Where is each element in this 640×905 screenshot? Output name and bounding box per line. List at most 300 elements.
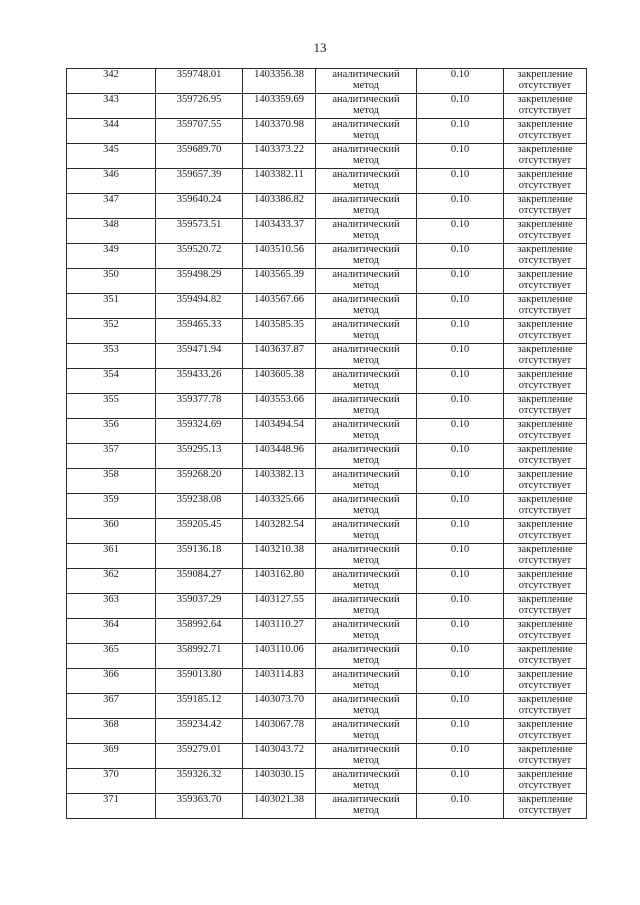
coordinates-table-body bbox=[67, 69, 587, 819]
fixing-line-1: закрепление bbox=[517, 544, 573, 555]
method-line-2: метод bbox=[352, 230, 380, 241]
error-cell: 0.10 bbox=[417, 719, 504, 744]
fixing-line-2: отсутствует bbox=[518, 530, 572, 541]
method-cell bbox=[316, 494, 417, 519]
method-line-2: метод bbox=[352, 180, 380, 191]
fixing-cell bbox=[504, 619, 587, 644]
x-coordinate-cell: 359640.24 bbox=[156, 194, 243, 219]
error-cell: 0.10 bbox=[417, 69, 504, 94]
error-cell: 0.10 bbox=[417, 494, 504, 519]
point-number-cell: 357 bbox=[67, 444, 156, 469]
fixing-line-1: закрепление bbox=[517, 294, 573, 305]
method-line-2: метод bbox=[352, 580, 380, 591]
table-row bbox=[67, 94, 587, 119]
point-number-cell: 366 bbox=[67, 669, 156, 694]
fixing-line-2: отсутствует bbox=[518, 480, 572, 491]
y-coordinate-cell: 1403210.38 bbox=[243, 544, 316, 569]
method-line-1: аналитический bbox=[332, 144, 400, 155]
method-line-1: аналитический bbox=[332, 494, 400, 505]
method-cell bbox=[316, 694, 417, 719]
fixing-line-1: закрепление bbox=[517, 519, 573, 530]
table-row bbox=[67, 569, 587, 594]
fixing-cell bbox=[504, 719, 587, 744]
method-line-2: метод bbox=[352, 405, 380, 416]
fixing-line-2: отсутствует bbox=[518, 180, 572, 191]
fixing-line-1: закрепление bbox=[517, 244, 573, 255]
method-cell bbox=[316, 244, 417, 269]
fixing-line-2: отсутствует bbox=[518, 580, 572, 591]
y-coordinate-cell: 1403565.39 bbox=[243, 269, 316, 294]
error-cell: 0.10 bbox=[417, 144, 504, 169]
error-cell: 0.10 bbox=[417, 344, 504, 369]
error-cell: 0.10 bbox=[417, 194, 504, 219]
fixing-cell bbox=[504, 169, 587, 194]
fixing-cell bbox=[504, 669, 587, 694]
fixing-cell bbox=[504, 219, 587, 244]
error-cell: 0.10 bbox=[417, 644, 504, 669]
method-line-1: аналитический bbox=[332, 744, 400, 755]
table-row bbox=[67, 694, 587, 719]
method-cell bbox=[316, 194, 417, 219]
fixing-cell bbox=[504, 394, 587, 419]
x-coordinate-cell: 359494.82 bbox=[156, 294, 243, 319]
method-line-2: метод bbox=[352, 705, 380, 716]
method-cell bbox=[316, 219, 417, 244]
point-number-cell: 369 bbox=[67, 744, 156, 769]
method-cell bbox=[316, 569, 417, 594]
y-coordinate-cell: 1403386.82 bbox=[243, 194, 316, 219]
y-coordinate-cell: 1403127.55 bbox=[243, 594, 316, 619]
table-row bbox=[67, 369, 587, 394]
error-cell: 0.10 bbox=[417, 544, 504, 569]
fixing-line-2: отсутствует bbox=[518, 680, 572, 691]
fixing-line-2: отсутствует bbox=[518, 355, 572, 366]
method-line-2: метод bbox=[352, 255, 380, 266]
fixing-cell bbox=[504, 644, 587, 669]
method-line-2: метод bbox=[352, 805, 380, 816]
error-cell: 0.10 bbox=[417, 694, 504, 719]
method-line-2: метод bbox=[352, 155, 380, 166]
x-coordinate-cell: 359279.01 bbox=[156, 744, 243, 769]
fixing-line-1: закрепление bbox=[517, 569, 573, 580]
method-line-1: аналитический bbox=[332, 544, 400, 555]
fixing-line-1: закрепление bbox=[517, 169, 573, 180]
fixing-line-1: закрепление bbox=[517, 119, 573, 130]
method-cell bbox=[316, 594, 417, 619]
fixing-line-1: закрепление bbox=[517, 69, 573, 80]
table-row bbox=[67, 719, 587, 744]
error-cell: 0.10 bbox=[417, 369, 504, 394]
x-coordinate-cell: 359471.94 bbox=[156, 344, 243, 369]
point-number-cell: 343 bbox=[67, 94, 156, 119]
method-cell bbox=[316, 69, 417, 94]
point-number-cell: 356 bbox=[67, 419, 156, 444]
method-line-1: аналитический bbox=[332, 719, 400, 730]
error-cell: 0.10 bbox=[417, 419, 504, 444]
fixing-line-1: закрепление bbox=[517, 269, 573, 280]
error-cell: 0.10 bbox=[417, 569, 504, 594]
x-coordinate-cell: 359084.27 bbox=[156, 569, 243, 594]
y-coordinate-cell: 1403162.80 bbox=[243, 569, 316, 594]
y-coordinate-cell: 1403553.66 bbox=[243, 394, 316, 419]
fixing-cell bbox=[504, 444, 587, 469]
method-line-2: метод bbox=[352, 755, 380, 766]
method-line-2: метод bbox=[352, 430, 380, 441]
table-row bbox=[67, 594, 587, 619]
y-coordinate-cell: 1403510.56 bbox=[243, 244, 316, 269]
error-cell: 0.10 bbox=[417, 244, 504, 269]
fixing-line-2: отсутствует bbox=[518, 330, 572, 341]
method-cell bbox=[316, 719, 417, 744]
fixing-line-1: закрепление bbox=[517, 419, 573, 430]
point-number-cell: 354 bbox=[67, 369, 156, 394]
table-row bbox=[67, 319, 587, 344]
point-number-cell: 364 bbox=[67, 619, 156, 644]
fixing-cell bbox=[504, 119, 587, 144]
method-line-1: аналитический bbox=[332, 569, 400, 580]
fixing-line-2: отсутствует bbox=[518, 405, 572, 416]
y-coordinate-cell: 1403114.83 bbox=[243, 669, 316, 694]
y-coordinate-cell: 1403433.37 bbox=[243, 219, 316, 244]
method-line-1: аналитический bbox=[332, 469, 400, 480]
fixing-line-2: отсутствует bbox=[518, 205, 572, 216]
point-number-cell: 365 bbox=[67, 644, 156, 669]
table-row bbox=[67, 619, 587, 644]
method-line-2: метод bbox=[352, 680, 380, 691]
y-coordinate-cell: 1403073.70 bbox=[243, 694, 316, 719]
fixing-cell bbox=[504, 594, 587, 619]
fixing-cell bbox=[504, 469, 587, 494]
error-cell: 0.10 bbox=[417, 794, 504, 819]
fixing-cell bbox=[504, 569, 587, 594]
fixing-line-1: закрепление bbox=[517, 769, 573, 780]
table-row bbox=[67, 169, 587, 194]
fixing-line-2: отсутствует bbox=[518, 155, 572, 166]
point-number-cell: 351 bbox=[67, 294, 156, 319]
fixing-line-2: отсутствует bbox=[518, 655, 572, 666]
method-cell bbox=[316, 294, 417, 319]
table-row bbox=[67, 519, 587, 544]
x-coordinate-cell: 358992.64 bbox=[156, 619, 243, 644]
method-line-1: аналитический bbox=[332, 94, 400, 105]
fixing-line-1: закрепление bbox=[517, 594, 573, 605]
fixing-line-2: отсутствует bbox=[518, 280, 572, 291]
table-row bbox=[67, 194, 587, 219]
point-number-cell: 347 bbox=[67, 194, 156, 219]
fixing-cell bbox=[504, 144, 587, 169]
method-line-1: аналитический bbox=[332, 769, 400, 780]
x-coordinate-cell: 358992.71 bbox=[156, 644, 243, 669]
method-cell bbox=[316, 544, 417, 569]
fixing-cell bbox=[504, 94, 587, 119]
x-coordinate-cell: 359657.39 bbox=[156, 169, 243, 194]
y-coordinate-cell: 1403110.27 bbox=[243, 619, 316, 644]
table-row bbox=[67, 744, 587, 769]
x-coordinate-cell: 359363.70 bbox=[156, 794, 243, 819]
method-line-1: аналитический bbox=[332, 219, 400, 230]
fixing-cell bbox=[504, 519, 587, 544]
method-cell bbox=[316, 519, 417, 544]
fixing-line-2: отсутствует bbox=[518, 230, 572, 241]
point-number-cell: 361 bbox=[67, 544, 156, 569]
point-number-cell: 371 bbox=[67, 794, 156, 819]
fixing-line-1: закрепление bbox=[517, 344, 573, 355]
fixing-line-2: отсутствует bbox=[518, 755, 572, 766]
table-row bbox=[67, 544, 587, 569]
fixing-line-1: закрепление bbox=[517, 219, 573, 230]
method-line-2: метод bbox=[352, 480, 380, 491]
y-coordinate-cell: 1403585.35 bbox=[243, 319, 316, 344]
fixing-line-2: отсутствует bbox=[518, 505, 572, 516]
error-cell: 0.10 bbox=[417, 669, 504, 694]
fixing-cell bbox=[504, 269, 587, 294]
x-coordinate-cell: 359234.42 bbox=[156, 719, 243, 744]
method-line-2: метод bbox=[352, 505, 380, 516]
fixing-cell bbox=[504, 369, 587, 394]
error-cell: 0.10 bbox=[417, 744, 504, 769]
method-line-1: аналитический bbox=[332, 419, 400, 430]
y-coordinate-cell: 1403043.72 bbox=[243, 744, 316, 769]
method-cell bbox=[316, 794, 417, 819]
table-row bbox=[67, 419, 587, 444]
fixing-line-2: отсутствует bbox=[518, 130, 572, 141]
fixing-cell bbox=[504, 194, 587, 219]
fixing-line-2: отсутствует bbox=[518, 80, 572, 91]
point-number-cell: 355 bbox=[67, 394, 156, 419]
error-cell: 0.10 bbox=[417, 219, 504, 244]
y-coordinate-cell: 1403359.69 bbox=[243, 94, 316, 119]
y-coordinate-cell: 1403356.38 bbox=[243, 69, 316, 94]
x-coordinate-cell: 359573.51 bbox=[156, 219, 243, 244]
method-line-1: аналитический bbox=[332, 644, 400, 655]
method-line-2: метод bbox=[352, 780, 380, 791]
y-coordinate-cell: 1403494.54 bbox=[243, 419, 316, 444]
method-line-1: аналитический bbox=[332, 594, 400, 605]
fixing-line-1: закрепление bbox=[517, 669, 573, 680]
y-coordinate-cell: 1403382.13 bbox=[243, 469, 316, 494]
method-cell bbox=[316, 344, 417, 369]
fixing-line-2: отсутствует bbox=[518, 105, 572, 116]
fixing-cell bbox=[504, 419, 587, 444]
method-line-2: метод bbox=[352, 530, 380, 541]
table-row bbox=[67, 144, 587, 169]
table-row bbox=[67, 469, 587, 494]
fixing-line-2: отсутствует bbox=[518, 780, 572, 791]
method-line-1: аналитический bbox=[332, 444, 400, 455]
method-line-1: аналитический bbox=[332, 794, 400, 805]
error-cell: 0.10 bbox=[417, 519, 504, 544]
y-coordinate-cell: 1403567.66 bbox=[243, 294, 316, 319]
method-line-2: метод bbox=[352, 455, 380, 466]
fixing-cell bbox=[504, 794, 587, 819]
y-coordinate-cell: 1403637.87 bbox=[243, 344, 316, 369]
fixing-line-1: закрепление bbox=[517, 494, 573, 505]
method-cell bbox=[316, 119, 417, 144]
method-line-2: метод bbox=[352, 655, 380, 666]
x-coordinate-cell: 359205.45 bbox=[156, 519, 243, 544]
point-number-cell: 370 bbox=[67, 769, 156, 794]
method-line-2: метод bbox=[352, 330, 380, 341]
table-row bbox=[67, 219, 587, 244]
method-line-2: метод bbox=[352, 280, 380, 291]
y-coordinate-cell: 1403605.38 bbox=[243, 369, 316, 394]
table-row bbox=[67, 394, 587, 419]
table-row bbox=[67, 269, 587, 294]
x-coordinate-cell: 359013.80 bbox=[156, 669, 243, 694]
fixing-line-2: отсутствует bbox=[518, 605, 572, 616]
fixing-line-1: закрепление bbox=[517, 469, 573, 480]
method-cell bbox=[316, 394, 417, 419]
fixing-line-2: отсутствует bbox=[518, 255, 572, 266]
error-cell: 0.10 bbox=[417, 619, 504, 644]
point-number-cell: 345 bbox=[67, 144, 156, 169]
method-line-1: аналитический bbox=[332, 344, 400, 355]
error-cell: 0.10 bbox=[417, 94, 504, 119]
fixing-line-1: закрепление bbox=[517, 319, 573, 330]
y-coordinate-cell: 1403448.96 bbox=[243, 444, 316, 469]
page-number: 13 bbox=[313, 40, 327, 55]
method-line-1: аналитический bbox=[332, 694, 400, 705]
fixing-line-1: закрепление bbox=[517, 444, 573, 455]
x-coordinate-cell: 359377.78 bbox=[156, 394, 243, 419]
point-number-cell: 346 bbox=[67, 169, 156, 194]
fixing-line-1: закрепление bbox=[517, 794, 573, 805]
method-line-2: метод bbox=[352, 355, 380, 366]
method-cell bbox=[316, 744, 417, 769]
x-coordinate-cell: 359689.70 bbox=[156, 144, 243, 169]
point-number-cell: 359 bbox=[67, 494, 156, 519]
table-row bbox=[67, 444, 587, 469]
y-coordinate-cell: 1403110.06 bbox=[243, 644, 316, 669]
table-row bbox=[67, 644, 587, 669]
method-cell bbox=[316, 469, 417, 494]
fixing-cell bbox=[504, 744, 587, 769]
method-line-1: аналитический bbox=[332, 119, 400, 130]
y-coordinate-cell: 1403021.38 bbox=[243, 794, 316, 819]
method-line-1: аналитический bbox=[332, 244, 400, 255]
point-number-cell: 344 bbox=[67, 119, 156, 144]
y-coordinate-cell: 1403030.15 bbox=[243, 769, 316, 794]
fixing-cell bbox=[504, 544, 587, 569]
x-coordinate-cell: 359748.01 bbox=[156, 69, 243, 94]
method-cell bbox=[316, 644, 417, 669]
point-number-cell: 363 bbox=[67, 594, 156, 619]
fixing-line-1: закрепление bbox=[517, 619, 573, 630]
fixing-cell bbox=[504, 294, 587, 319]
x-coordinate-cell: 359465.33 bbox=[156, 319, 243, 344]
x-coordinate-cell: 359295.13 bbox=[156, 444, 243, 469]
x-coordinate-cell: 359037.29 bbox=[156, 594, 243, 619]
fixing-line-2: отсутствует bbox=[518, 430, 572, 441]
table-row bbox=[67, 119, 587, 144]
fixing-line-2: отсутствует bbox=[518, 805, 572, 816]
fixing-line-1: закрепление bbox=[517, 194, 573, 205]
method-line-2: метод bbox=[352, 305, 380, 316]
method-line-1: аналитический bbox=[332, 369, 400, 380]
point-number-cell: 358 bbox=[67, 469, 156, 494]
fixing-line-1: закрепление bbox=[517, 369, 573, 380]
table-row bbox=[67, 69, 587, 94]
fixing-line-1: закрепление bbox=[517, 144, 573, 155]
method-line-2: метод bbox=[352, 630, 380, 641]
fixing-line-1: закрепление bbox=[517, 694, 573, 705]
fixing-line-1: закрепление bbox=[517, 744, 573, 755]
coordinates-table bbox=[66, 68, 587, 819]
point-number-cell: 353 bbox=[67, 344, 156, 369]
y-coordinate-cell: 1403370.98 bbox=[243, 119, 316, 144]
fixing-line-1: закрепление bbox=[517, 644, 573, 655]
method-cell bbox=[316, 669, 417, 694]
method-line-1: аналитический bbox=[332, 669, 400, 680]
y-coordinate-cell: 1403373.22 bbox=[243, 144, 316, 169]
table-row bbox=[67, 669, 587, 694]
method-line-2: метод bbox=[352, 380, 380, 391]
method-line-2: метод bbox=[352, 105, 380, 116]
x-coordinate-cell: 359324.69 bbox=[156, 419, 243, 444]
x-coordinate-cell: 359520.72 bbox=[156, 244, 243, 269]
method-cell bbox=[316, 769, 417, 794]
point-number-cell: 342 bbox=[67, 69, 156, 94]
method-line-2: метод bbox=[352, 130, 380, 141]
method-line-2: метод bbox=[352, 555, 380, 566]
method-cell bbox=[316, 369, 417, 394]
method-line-1: аналитический bbox=[332, 294, 400, 305]
table-row bbox=[67, 794, 587, 819]
x-coordinate-cell: 359433.26 bbox=[156, 369, 243, 394]
point-number-cell: 368 bbox=[67, 719, 156, 744]
point-number-cell: 360 bbox=[67, 519, 156, 544]
fixing-cell bbox=[504, 69, 587, 94]
fixing-line-2: отсутствует bbox=[518, 305, 572, 316]
table-row bbox=[67, 294, 587, 319]
point-number-cell: 349 bbox=[67, 244, 156, 269]
x-coordinate-cell: 359726.95 bbox=[156, 94, 243, 119]
method-line-1: аналитический bbox=[332, 69, 400, 80]
method-line-2: метод bbox=[352, 205, 380, 216]
x-coordinate-cell: 359498.29 bbox=[156, 269, 243, 294]
fixing-line-1: закрепление bbox=[517, 94, 573, 105]
x-coordinate-cell: 359326.32 bbox=[156, 769, 243, 794]
error-cell: 0.10 bbox=[417, 169, 504, 194]
method-line-1: аналитический bbox=[332, 269, 400, 280]
method-cell bbox=[316, 444, 417, 469]
fixing-line-2: отсутствует bbox=[518, 380, 572, 391]
x-coordinate-cell: 359185.12 bbox=[156, 694, 243, 719]
y-coordinate-cell: 1403325.66 bbox=[243, 494, 316, 519]
method-cell bbox=[316, 269, 417, 294]
method-cell bbox=[316, 319, 417, 344]
point-number-cell: 362 bbox=[67, 569, 156, 594]
error-cell: 0.10 bbox=[417, 319, 504, 344]
y-coordinate-cell: 1403382.11 bbox=[243, 169, 316, 194]
method-line-1: аналитический bbox=[332, 194, 400, 205]
error-cell: 0.10 bbox=[417, 594, 504, 619]
table-row bbox=[67, 769, 587, 794]
method-line-1: аналитический bbox=[332, 519, 400, 530]
fixing-line-2: отсутствует bbox=[518, 630, 572, 641]
fixing-line-2: отсутствует bbox=[518, 730, 572, 741]
error-cell: 0.10 bbox=[417, 769, 504, 794]
table-row bbox=[67, 344, 587, 369]
method-cell bbox=[316, 419, 417, 444]
method-line-1: аналитический bbox=[332, 394, 400, 405]
fixing-line-2: отсутствует bbox=[518, 705, 572, 716]
point-number-cell: 352 bbox=[67, 319, 156, 344]
fixing-cell bbox=[504, 244, 587, 269]
method-line-2: метод bbox=[352, 605, 380, 616]
x-coordinate-cell: 359136.18 bbox=[156, 544, 243, 569]
fixing-line-2: отсутствует bbox=[518, 555, 572, 566]
